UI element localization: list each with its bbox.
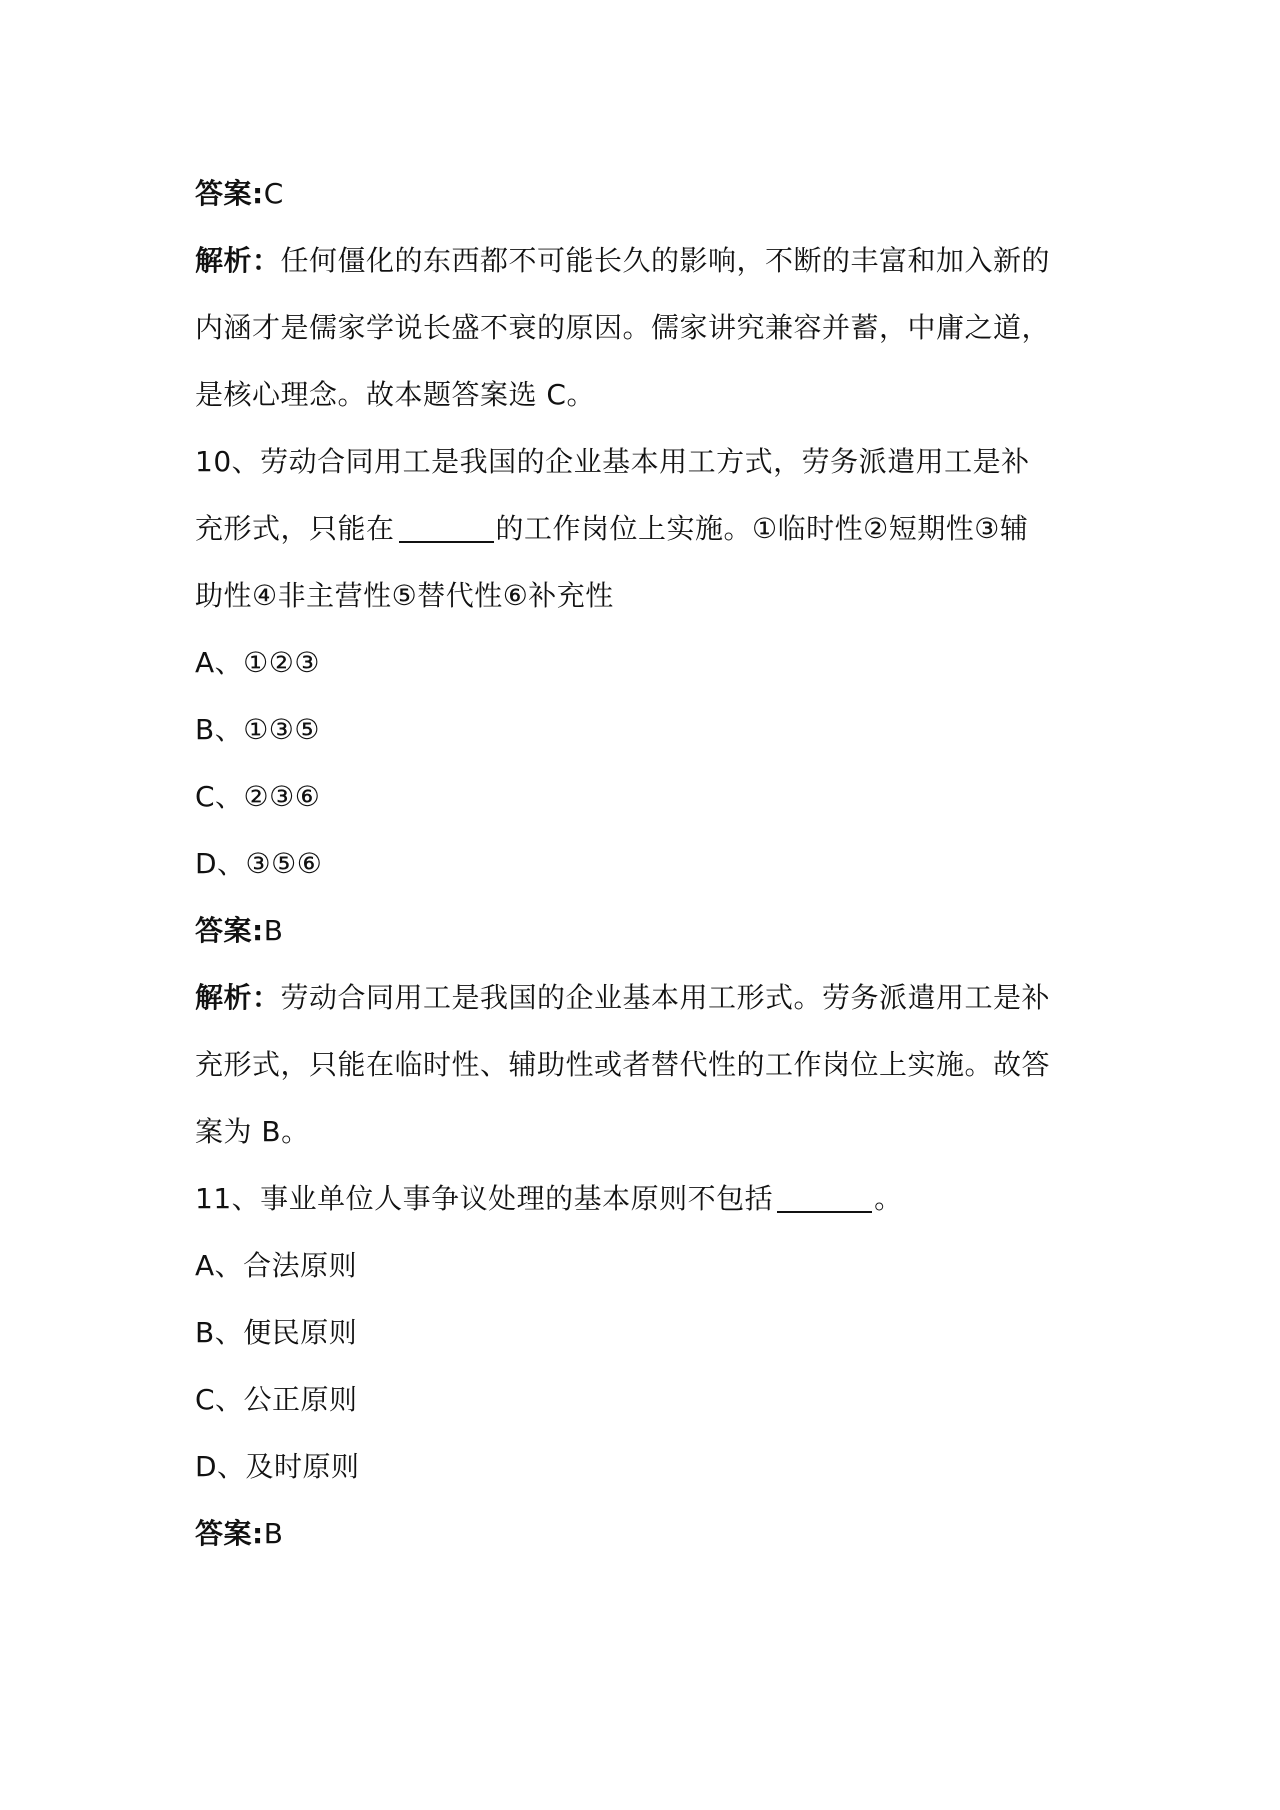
analysis-line: 是核心理念。故本题答案选 C。 — [195, 378, 595, 411]
option-c: C、公正原则 — [195, 1383, 358, 1416]
document-content — [195, 160, 1095, 1567]
answer-value: C — [263, 177, 284, 210]
answer-line — [195, 1500, 1095, 1567]
question-stem-text: 的工作岗位上实施。①临时性②短期性③辅 — [495, 512, 1029, 545]
answer-blank — [777, 1211, 872, 1213]
answer-line — [195, 897, 1095, 964]
answer-value: B — [263, 1517, 284, 1550]
answer-label: 答案: — [195, 1517, 264, 1550]
answer-label: 答案: — [195, 177, 264, 210]
option-d: D、及时原则 — [195, 1450, 360, 1483]
question-stem-text: 充形式，只能在 — [195, 512, 395, 545]
question-stem-text: 11、事业单位人事争议处理的基本原则不包括 — [195, 1182, 774, 1215]
analysis-line — [195, 227, 1095, 294]
analysis-label: 解析： — [195, 244, 281, 277]
option-b: B、①③⑤ — [195, 713, 321, 746]
analysis-line — [195, 964, 1095, 1031]
answer-label: 答案: — [195, 914, 264, 947]
option-b: B、便民原则 — [195, 1316, 358, 1349]
question-stem — [195, 1165, 1095, 1232]
option-a: A、合法原则 — [195, 1249, 358, 1282]
answer-value: B — [263, 914, 284, 947]
analysis-line: 充形式，只能在临时性、辅助性或者替代性的工作岗位上实施。故答 — [195, 1048, 1051, 1081]
answer-line — [195, 160, 1095, 227]
question-stem-text: 。 — [874, 1182, 903, 1215]
question-stem: 助性④非主营性⑤替代性⑥补充性 — [195, 579, 614, 612]
analysis-line: 案为 B。 — [195, 1115, 310, 1148]
analysis-text: 劳动合同用工是我国的企业基本用工形式。劳务派遣用工是补 — [280, 981, 1051, 1014]
analysis-label: 解析： — [195, 981, 281, 1014]
option-d: D、③⑤⑥ — [195, 847, 323, 880]
question-stem: 10、劳动合同用工是我国的企业基本用工方式，劳务派遣用工是补 — [195, 445, 1030, 478]
option-c: C、②③⑥ — [195, 780, 321, 813]
analysis-line: 内涵才是儒家学说长盛不衰的原因。儒家讲究兼容并蓄，中庸之道， — [195, 311, 1051, 344]
question-stem — [195, 495, 1095, 562]
option-a: A、①②③ — [195, 646, 320, 679]
answer-blank — [399, 541, 494, 543]
analysis-text: 任何僵化的东西都不可能长久的影响，不断的丰富和加入新的 — [280, 244, 1051, 277]
